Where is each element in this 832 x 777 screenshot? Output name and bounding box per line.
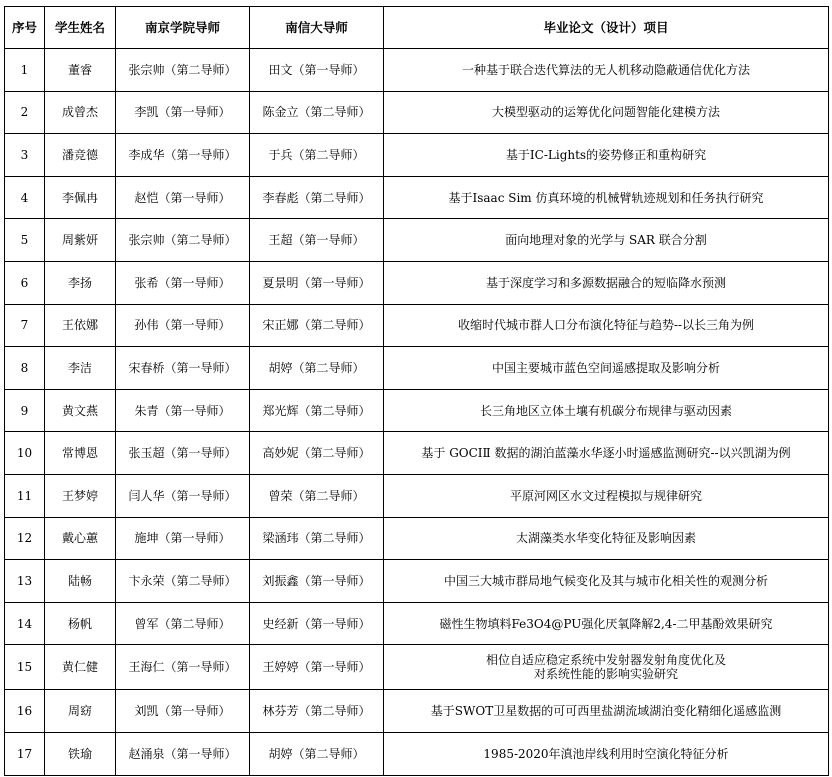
thesis-title-line: 中国三大城市群局地气候变化及其与城市化相关性的观测分析: [443, 573, 768, 588]
table-row: [5, 304, 829, 347]
cell-nj-advisor: 王海仁（第一导师）: [116, 645, 250, 690]
thesis-title-line: 磁性生物填料Fe3O4@PU强化厌氧降解2,4-二甲基酚效果研究: [439, 616, 773, 631]
thesis-title-line: 一种基于联合迭代算法的无人机移动隐蔽通信优化方法: [461, 62, 750, 77]
cell-no: 4: [5, 176, 45, 219]
cell-no: 6: [5, 261, 45, 304]
table-row: [5, 347, 829, 390]
cell-no: 3: [5, 134, 45, 177]
cell-thesis-title: [384, 474, 829, 517]
cell-student-name: 李佩冉: [45, 176, 116, 219]
cell-thesis-title: [384, 389, 829, 432]
cell-thesis-title: [384, 645, 829, 690]
cell-student-name: 潘竞德: [45, 134, 116, 177]
cell-student-name: 周窈: [45, 690, 116, 733]
table-row: [5, 474, 829, 517]
cell-no: 14: [5, 602, 45, 645]
cell-no: 11: [5, 474, 45, 517]
cell-no: 2: [5, 91, 45, 134]
cell-nj-advisor: 李成华（第一导师）: [116, 134, 250, 177]
cell-no: 1: [5, 49, 45, 92]
cell-nx-advisor: 田文（第一导师）: [250, 49, 384, 92]
header-student: 学生姓名: [45, 7, 116, 49]
thesis-title-line: 基于IC-Lights的姿势修正和重构研究: [505, 147, 707, 162]
thesis-title-line: 太湖藻类水华变化特征及影响因素: [515, 531, 696, 546]
cell-thesis-title: [384, 347, 829, 390]
thesis-title-line: 对系统性能的影响实验研究: [533, 667, 678, 682]
table-row: [5, 219, 829, 262]
cell-nj-advisor: 李凯（第一导师）: [116, 91, 250, 134]
cell-nx-advisor: 史经新（第一导师）: [250, 602, 384, 645]
cell-no: 16: [5, 690, 45, 733]
table-row: [5, 602, 829, 645]
cell-student-name: 李扬: [45, 261, 116, 304]
cell-thesis-title: [384, 134, 829, 177]
cell-nj-advisor: 曾军（第二导师）: [116, 602, 250, 645]
cell-no: 5: [5, 219, 45, 262]
thesis-title-line: 相位自适应稳定系统中发射器发射角度优化及: [485, 653, 726, 668]
cell-nx-advisor: 郑光辉（第二导师）: [250, 389, 384, 432]
thesis-title-line: 中国主要城市蓝色空间遥感提取及影响分析: [491, 360, 720, 375]
table-row: [5, 91, 829, 134]
thesis-title-line: 基于深度学习和多源数据融合的短临降水预测: [485, 275, 726, 290]
header-nx-advisor: 南信大导师: [250, 7, 384, 49]
thesis-title-line: 面向地理对象的光学与 SAR 联合分割: [505, 233, 707, 248]
table-header: [5, 7, 829, 49]
cell-student-name: 周紫妍: [45, 219, 116, 262]
cell-thesis-title: [384, 560, 829, 603]
cell-no: 13: [5, 560, 45, 603]
cell-student-name: 董睿: [45, 49, 116, 92]
cell-nj-advisor: 赵涌泉（第一导师）: [116, 732, 250, 775]
cell-nj-advisor: 卞永荣（第二导师）: [116, 560, 250, 603]
cell-nx-advisor: 李春彪（第二导师）: [250, 176, 384, 219]
table-row: [5, 560, 829, 603]
cell-nx-advisor: 王婷婷（第一导师）: [250, 645, 384, 690]
cell-nj-advisor: 张宗帅（第二导师）: [116, 219, 250, 262]
cell-nj-advisor: 刘凯（第一导师）: [116, 690, 250, 733]
cell-nj-advisor: 孙伟（第一导师）: [116, 304, 250, 347]
cell-nx-advisor: 王超（第一导师）: [250, 219, 384, 262]
table-row: [5, 432, 829, 475]
cell-no: 8: [5, 347, 45, 390]
cell-nj-advisor: 张宗帅（第二导师）: [116, 49, 250, 92]
cell-no: 9: [5, 389, 45, 432]
cell-nj-advisor: 闫人华（第一导师）: [116, 474, 250, 517]
cell-nx-advisor: 高妙妮（第二导师）: [250, 432, 384, 475]
cell-thesis-title: [384, 432, 829, 475]
table-row: [5, 49, 829, 92]
cell-nj-advisor: 张希（第一导师）: [116, 261, 250, 304]
cell-nx-advisor: 陈金立（第二导师）: [250, 91, 384, 134]
cell-thesis-title: [384, 517, 829, 560]
thesis-title-line: 1985-2020年滇池岸线利用时空演化特征分析: [483, 746, 729, 761]
cell-nx-advisor: 刘振鑫（第一导师）: [250, 560, 384, 603]
cell-student-name: 戴心蕙: [45, 517, 116, 560]
thesis-project-table: [4, 6, 829, 776]
cell-nx-advisor: 梁涵玮（第二导师）: [250, 517, 384, 560]
cell-student-name: 黄仁健: [45, 645, 116, 690]
table-row: [5, 517, 829, 560]
header-no: 序号: [5, 7, 45, 49]
cell-student-name: 杨帆: [45, 602, 116, 645]
cell-student-name: 王梦婷: [45, 474, 116, 517]
cell-student-name: 成曾杰: [45, 91, 116, 134]
table-row: [5, 389, 829, 432]
cell-nx-advisor: 曾荣（第二导师）: [250, 474, 384, 517]
cell-nx-advisor: 林芬芳（第二导师）: [250, 690, 384, 733]
cell-thesis-title: [384, 602, 829, 645]
header-nj-advisor: 南京学院导师: [116, 7, 250, 49]
cell-no: 15: [5, 645, 45, 690]
cell-thesis-title: [384, 49, 829, 92]
cell-thesis-title: [384, 219, 829, 262]
cell-no: 12: [5, 517, 45, 560]
cell-student-name: 王依娜: [45, 304, 116, 347]
header-row: [5, 7, 829, 49]
cell-nj-advisor: 朱青（第一导师）: [116, 389, 250, 432]
cell-nx-advisor: 宋正娜（第二导师）: [250, 304, 384, 347]
cell-student-name: 常博恩: [45, 432, 116, 475]
cell-no: 17: [5, 732, 45, 775]
thesis-title-line: 基于SWOT卫星数据的可可西里盐湖流域湖泊变化精细化遥感监测: [430, 704, 782, 719]
cell-student-name: 陆畅: [45, 560, 116, 603]
cell-student-name: 黄文燕: [45, 389, 116, 432]
cell-thesis-title: [384, 176, 829, 219]
cell-student-name: 李洁: [45, 347, 116, 390]
cell-nx-advisor: 夏景明（第一导师）: [250, 261, 384, 304]
table-body: [5, 49, 829, 776]
cell-nj-advisor: 赵恺（第一导师）: [116, 176, 250, 219]
cell-nj-advisor: 宋春桥（第一导师）: [116, 347, 250, 390]
cell-no: 10: [5, 432, 45, 475]
thesis-title-line: 大模型驱动的运筹优化问题智能化建模方法: [491, 105, 720, 120]
cell-nj-advisor: 施坤（第一导师）: [116, 517, 250, 560]
table-row: [5, 134, 829, 177]
thesis-title-line: 基于 GOCIⅡ 数据的湖泊蓝藻水华逐小时遥感监测研究--以兴凯湖为例: [421, 446, 791, 461]
thesis-title-line: 长三角地区立体土壤有机碳分布规律与驱动因素: [479, 403, 732, 418]
table-row: [5, 176, 829, 219]
cell-thesis-title: [384, 261, 829, 304]
cell-nx-advisor: 胡婷（第二导师）: [250, 732, 384, 775]
cell-thesis-title: [384, 732, 829, 775]
table-row: [5, 261, 829, 304]
header-title: 毕业论文（设计）项目: [384, 7, 829, 49]
thesis-title-line: 平原河网区水文过程模拟与规律研究: [509, 488, 702, 503]
table-row: [5, 690, 829, 733]
table-row: [5, 645, 829, 690]
cell-thesis-title: [384, 91, 829, 134]
cell-student-name: 铁瑜: [45, 732, 116, 775]
cell-nx-advisor: 胡婷（第二导师）: [250, 347, 384, 390]
cell-nj-advisor: 张玉超（第一导师）: [116, 432, 250, 475]
cell-nx-advisor: 于兵（第二导师）: [250, 134, 384, 177]
cell-thesis-title: [384, 304, 829, 347]
thesis-title-line: 收缩时代城市群人口分布演化特征与趋势--以长三角为例: [457, 318, 755, 333]
table-row: [5, 732, 829, 775]
cell-no: 7: [5, 304, 45, 347]
thesis-title-line: 基于Isaac Sim 仿真环境的机械臂轨迹规划和任务执行研究: [448, 190, 764, 205]
cell-thesis-title: [384, 690, 829, 733]
